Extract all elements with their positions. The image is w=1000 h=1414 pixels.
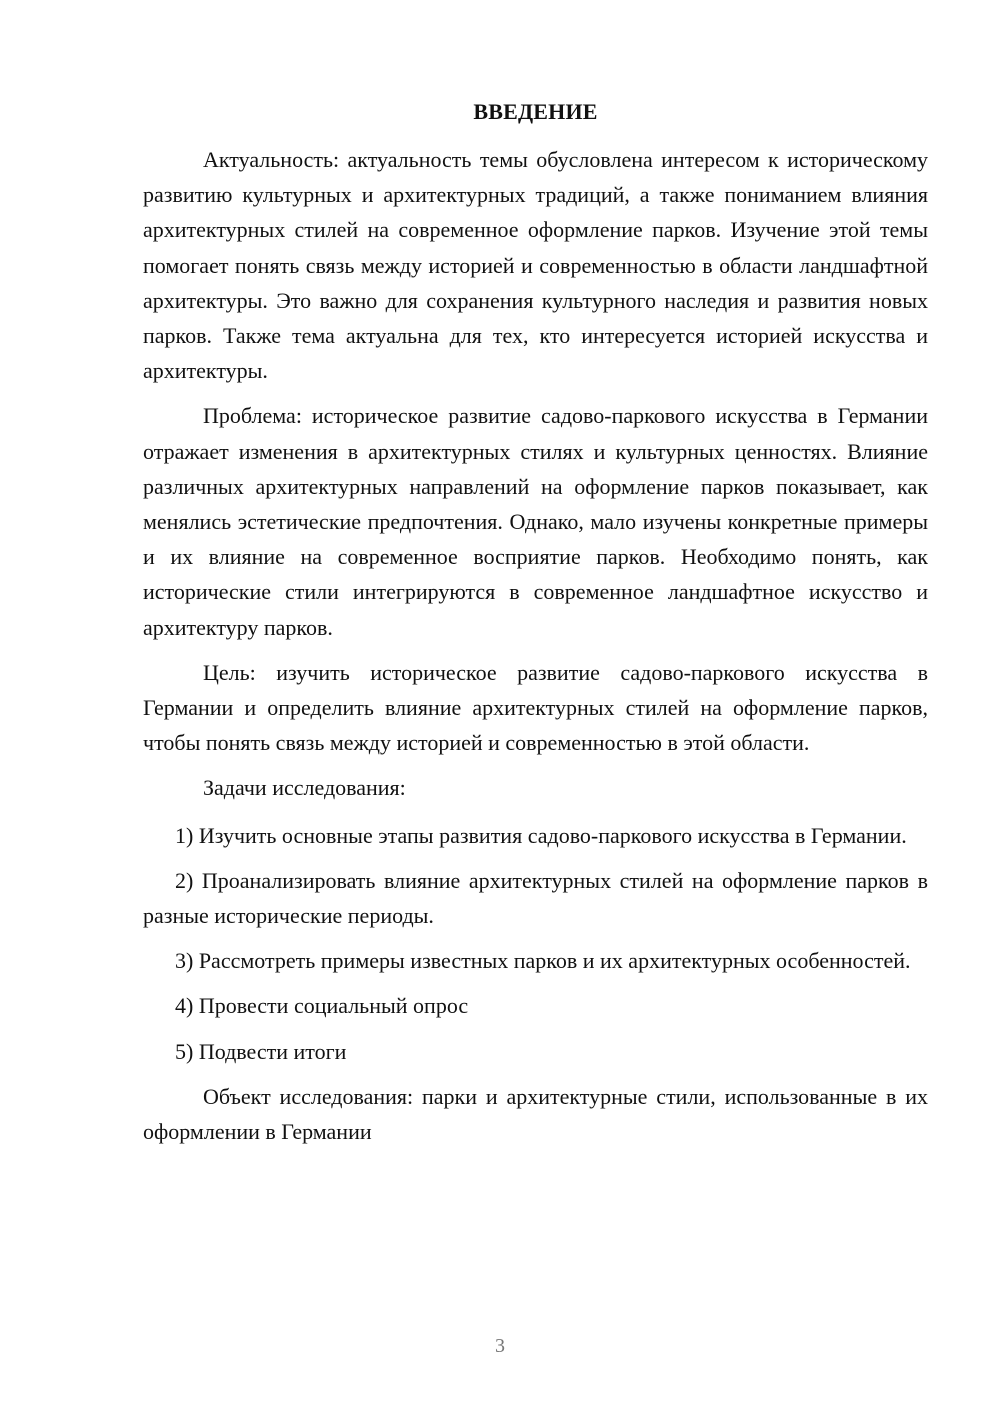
tasks-list	[143, 818, 928, 1069]
paragraph-goal: Цель: изучить историческое развитие садово-паркового искусства в Германии и определить влияние архитектурных стилей на оформление парков, чтобы понять связь между историей и современностью в этой области.	[143, 659, 928, 756]
task-item-4: 4) Провести социальный опрос	[175, 993, 469, 1019]
paragraph-relevance: Актуальность: актуальность темы обусловлена интересом к историческому развитию культурных и архитектурных традиций, а также пониманием влияния архитектурных стилей на современное оформление парков. Изучение этой темы помогает понять связь между историей и современностью в области ландшафтной архитектуры. Это важно для сохранения культурного наследия и развития новых парков. Также тема актуальна для тех, кто интересуется историей искусства и архитектуры.	[143, 147, 928, 384]
paragraph-problem: Проблема: историческое развитие садово-паркового искусства в Германии отражает изменения в архитектурных стилях и культурных ценностях. Влияние различных архитектурных направлений на оформление парков показывает, как менялись эстетические предпочтения. Однако, мало изучены конкретные примеры и их влияние на современное восприятие парков. Необходимо понять, как исторические стили интегрируются в современное ландшафтное искусство и архитектуру парков.	[143, 403, 928, 640]
tasks-heading: Задачи исследования:	[203, 775, 406, 801]
page-number: 3	[495, 1335, 505, 1357]
task-item-3: 3) Рассмотреть примеры известных парков и их архитектурных особенностей.	[175, 948, 911, 974]
task-item-2: 2) Проанализировать влияние архитектурных стилей на оформление парков в разные исторические периоды.	[143, 867, 928, 929]
task-item-1: 1) Изучить основные этапы развития садово-паркового искусства в Германии.	[175, 822, 907, 848]
task-item-5: 5) Подвести итоги	[175, 1038, 347, 1064]
paragraph-object: Объект исследования: парки и архитектурные стили, использованные в их оформлении в Германии	[143, 1083, 928, 1145]
section-title: ВВЕДЕНИЕ	[473, 99, 598, 124]
document-page	[143, 96, 928, 1159]
